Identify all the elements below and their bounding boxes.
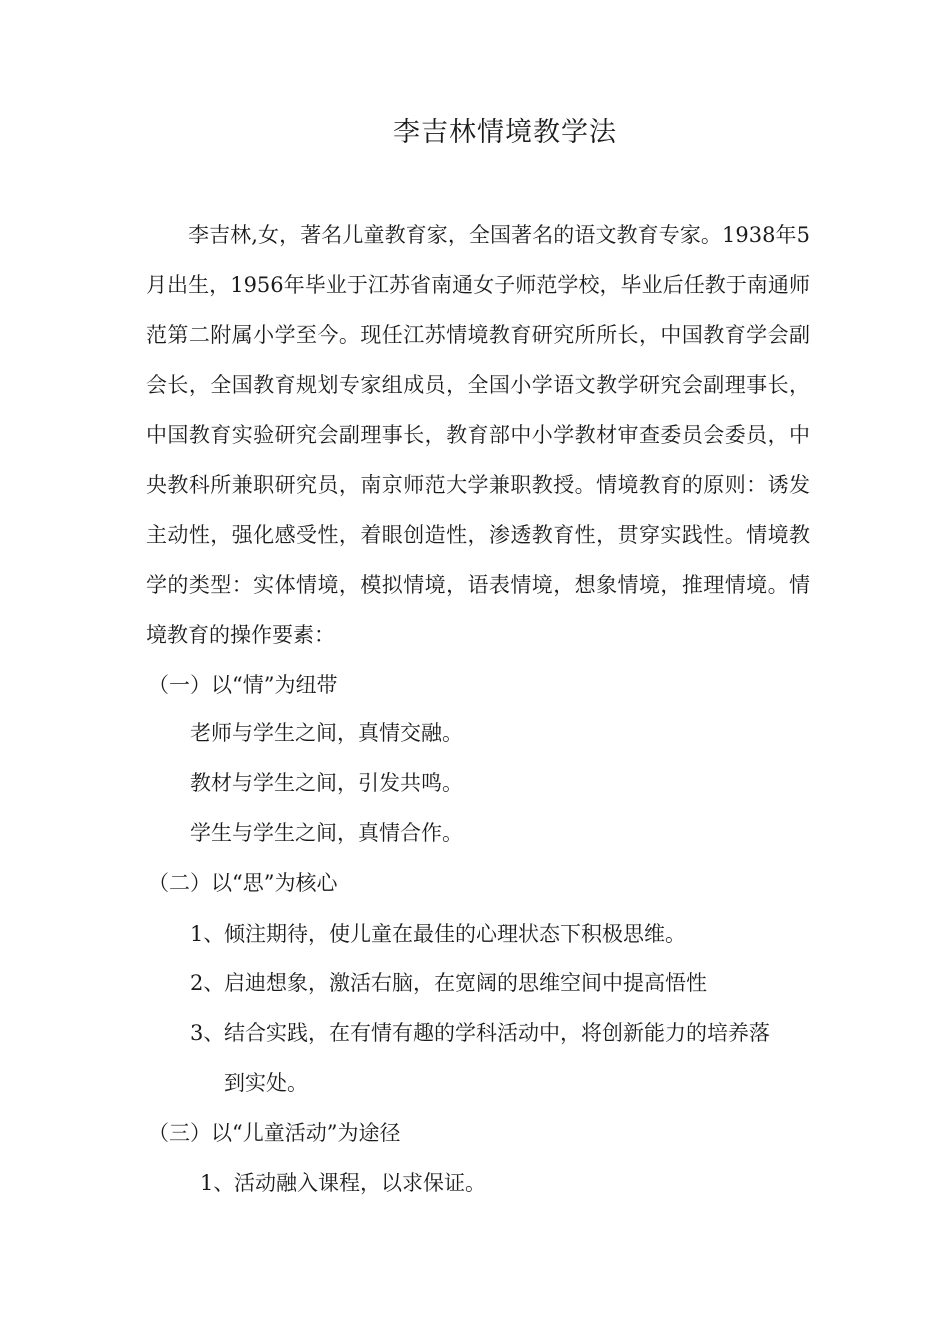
item-number: 1、 — [200, 1171, 235, 1195]
intro-paragraph: 李吉林,女，著名儿童教育家，全国著名的语文教育专家。1938年5 月出生，1956年毕业于江苏省南通女子师范学校，毕业后任教于南通师范第二附属小学至今。现任江苏情境教育研究所所长，中国教育学会副会长，全国教育规划专家组成员，全国小学语文教学研究会副理事长，中国教育实验研究会副理事长，教育部中小学教材审查委员会委员，中央教科所兼职研究员，南京师范大学兼职教授。情境教育的原则：诱发主动性，强化感受性，着眼创造性，渗透教育性，贯穿实践性。情境教学的类型：实体情境，模拟情境，语表情境，想象情境，推理情境。情境教育的操作要素： — [146, 223, 810, 647]
section-item: 学生与学生之间，真情合作。 — [190, 821, 463, 845]
section-item: 教材与学生之间，引发共鸣。 — [190, 771, 463, 795]
item-number: 1、 — [190, 922, 225, 946]
section-heading: （一）以“情”为纽带 — [148, 673, 338, 697]
numbered-item — [200, 1158, 820, 1208]
numbered-item — [190, 909, 810, 959]
item-number: 3、 — [190, 1021, 225, 1045]
numbered-item — [190, 1008, 810, 1108]
section-heading: （二）以“思”为核心 — [148, 871, 338, 895]
document-title: 李吉林情境教学法 — [393, 117, 617, 148]
item-text: 倾注期待，使儿童在最佳的心理状态下积极思维。 — [224, 922, 686, 946]
item-text: 结合实践，在有情有趣的学科活动中，将创新能力的培养落 — [224, 1021, 770, 1045]
section-item: 老师与学生之间，真情交融。 — [190, 721, 463, 745]
item-text: 启迪想象，激活右脑，在宽阔的思维空间中提高悟性 — [224, 971, 707, 995]
item-number: 2、 — [190, 971, 225, 995]
numbered-item — [190, 958, 810, 1008]
section-heading: （三）以“儿童活动”为途径 — [148, 1121, 401, 1145]
item-continuation: 到实处。 — [224, 1071, 308, 1095]
item-text: 活动融入课程，以求保证。 — [234, 1171, 486, 1195]
